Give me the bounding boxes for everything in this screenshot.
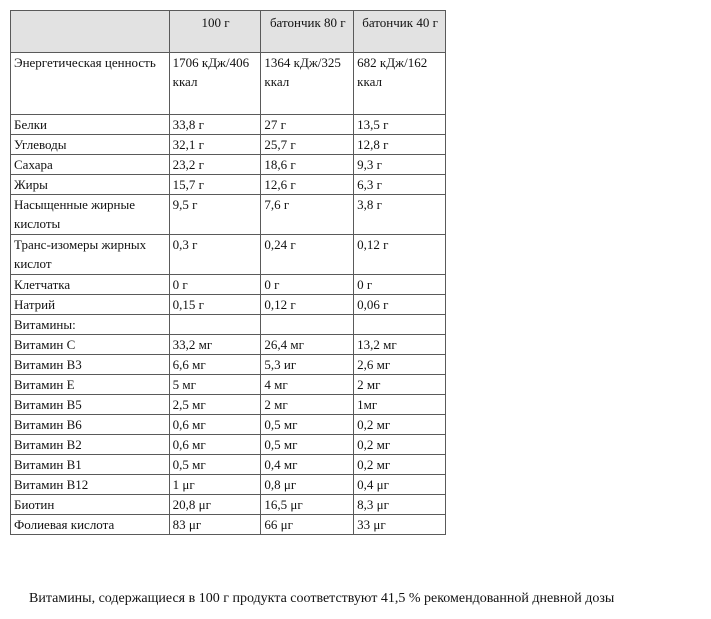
row-label: Фолиевая кислота — [11, 515, 170, 535]
row-label: Витамин E — [11, 375, 170, 395]
nutrition-table — [10, 10, 446, 535]
cell-bar-80g: 0 г — [261, 275, 354, 295]
cell-100g: 15,7 г — [169, 175, 261, 195]
footnote: Витамины, содержащиеся в 100 г продукта соответствуют 41,5 % рекомендованной дневной дозы — [29, 591, 615, 606]
table-row — [11, 235, 446, 275]
row-label: Биотин — [11, 495, 170, 515]
cell-bar-80g: 0,4 мг — [261, 455, 354, 475]
table-row — [11, 315, 446, 335]
table-row — [11, 175, 446, 195]
cell-bar-40g: 13,2 мг — [354, 335, 446, 355]
table-row — [11, 155, 446, 175]
cell-100g: 0,3 г — [169, 235, 261, 275]
cell-bar-40g: 9,3 г — [354, 155, 446, 175]
row-label: Сахара — [11, 155, 170, 175]
table-row — [11, 53, 446, 115]
cell-bar-80g: 2 мг — [261, 395, 354, 415]
cell-bar-40g: 8,3 μг — [354, 495, 446, 515]
cell-bar-40g: 33 μг — [354, 515, 446, 535]
cell-bar-80g: 16,5 μг — [261, 495, 354, 515]
row-label: Витамин B6 — [11, 415, 170, 435]
header-cell-100g: 100 г — [169, 11, 261, 53]
row-label: Белки — [11, 115, 170, 135]
cell-100g: 2,5 мг — [169, 395, 261, 415]
cell-bar-40g: 2,6 мг — [354, 355, 446, 375]
cell-100g: 9,5 г — [169, 195, 261, 235]
table-row — [11, 195, 446, 235]
table-row — [11, 275, 446, 295]
row-label: Витамин B3 — [11, 355, 170, 375]
table-row — [11, 295, 446, 315]
header-cell-bar-40g: батончик 40 г — [354, 11, 446, 53]
header-cell-bar-80g: батончик 80 г — [261, 11, 354, 53]
row-label: Витамин B5 — [11, 395, 170, 415]
cell-bar-40g: 0,4 μг — [354, 475, 446, 495]
cell-bar-80g — [261, 315, 354, 335]
cell-bar-40g: 0,2 мг — [354, 415, 446, 435]
cell-bar-40g: 682 кДж/162 ккал — [354, 53, 446, 115]
cell-bar-40g: 0,2 мг — [354, 435, 446, 455]
cell-bar-80g: 7,6 г — [261, 195, 354, 235]
cell-100g: 6,6 мг — [169, 355, 261, 375]
cell-bar-40g: 1мг — [354, 395, 446, 415]
cell-100g: 0,6 мг — [169, 415, 261, 435]
cell-100g: 33,2 мг — [169, 335, 261, 355]
table-row — [11, 355, 446, 375]
cell-100g: 1 μг — [169, 475, 261, 495]
row-label: Витамин C — [11, 335, 170, 355]
row-label: Витамины: — [11, 315, 170, 335]
row-label: Жиры — [11, 175, 170, 195]
cell-bar-40g: 6,3 г — [354, 175, 446, 195]
table-row — [11, 415, 446, 435]
cell-bar-40g: 0,12 г — [354, 235, 446, 275]
table-row — [11, 395, 446, 415]
row-label: Витамин B1 — [11, 455, 170, 475]
table-row — [11, 455, 446, 475]
table-row — [11, 435, 446, 455]
cell-bar-80g: 4 мг — [261, 375, 354, 395]
table-header — [11, 11, 446, 53]
table-row — [11, 495, 446, 515]
cell-100g — [169, 315, 261, 335]
row-label: Углеводы — [11, 135, 170, 155]
cell-bar-40g: 0,2 мг — [354, 455, 446, 475]
cell-bar-80g: 66 μг — [261, 515, 354, 535]
table-row — [11, 335, 446, 355]
cell-bar-80g: 18,6 г — [261, 155, 354, 175]
row-label: Транс-изомеры жирных кислот — [11, 235, 170, 275]
cell-bar-80g: 5,3 иг — [261, 355, 354, 375]
header-row — [11, 11, 446, 53]
table-row — [11, 475, 446, 495]
cell-bar-80g: 25,7 г — [261, 135, 354, 155]
cell-bar-40g: 13,5 г — [354, 115, 446, 135]
table-row — [11, 135, 446, 155]
cell-bar-80g: 1364 кДж/325 ккал — [261, 53, 354, 115]
cell-bar-80g: 27 г — [261, 115, 354, 135]
cell-bar-80g: 0,5 мг — [261, 415, 354, 435]
row-label: Энергетическая ценность — [11, 53, 170, 115]
cell-bar-40g: 2 мг — [354, 375, 446, 395]
cell-bar-40g — [354, 315, 446, 335]
table-row — [11, 115, 446, 135]
cell-100g: 1706 кДж/406 ккал — [169, 53, 261, 115]
cell-100g: 0,6 мг — [169, 435, 261, 455]
cell-100g: 83 μг — [169, 515, 261, 535]
cell-bar-80g: 12,6 г — [261, 175, 354, 195]
row-label: Насыщенные жирные кислоты — [11, 195, 170, 235]
table-body — [11, 53, 446, 535]
table-row — [11, 375, 446, 395]
cell-bar-40g: 0 г — [354, 275, 446, 295]
cell-bar-40g: 12,8 г — [354, 135, 446, 155]
header-cell-blank — [11, 11, 170, 53]
row-label: Натрий — [11, 295, 170, 315]
cell-100g: 20,8 μг — [169, 495, 261, 515]
cell-100g: 0 г — [169, 275, 261, 295]
row-label: Клетчатка — [11, 275, 170, 295]
cell-100g: 23,2 г — [169, 155, 261, 175]
cell-bar-80g: 0,24 г — [261, 235, 354, 275]
cell-bar-80g: 26,4 мг — [261, 335, 354, 355]
cell-100g: 0,15 г — [169, 295, 261, 315]
cell-bar-80g: 0,12 г — [261, 295, 354, 315]
cell-bar-40g: 0,06 г — [354, 295, 446, 315]
cell-100g: 0,5 мг — [169, 455, 261, 475]
row-label: Витамин B12 — [11, 475, 170, 495]
cell-100g: 33,8 г — [169, 115, 261, 135]
cell-100g: 5 мг — [169, 375, 261, 395]
row-label: Витамин B2 — [11, 435, 170, 455]
cell-bar-80g: 0,8 μг — [261, 475, 354, 495]
table-row — [11, 515, 446, 535]
cell-100g: 32,1 г — [169, 135, 261, 155]
cell-bar-40g: 3,8 г — [354, 195, 446, 235]
cell-bar-80g: 0,5 мг — [261, 435, 354, 455]
